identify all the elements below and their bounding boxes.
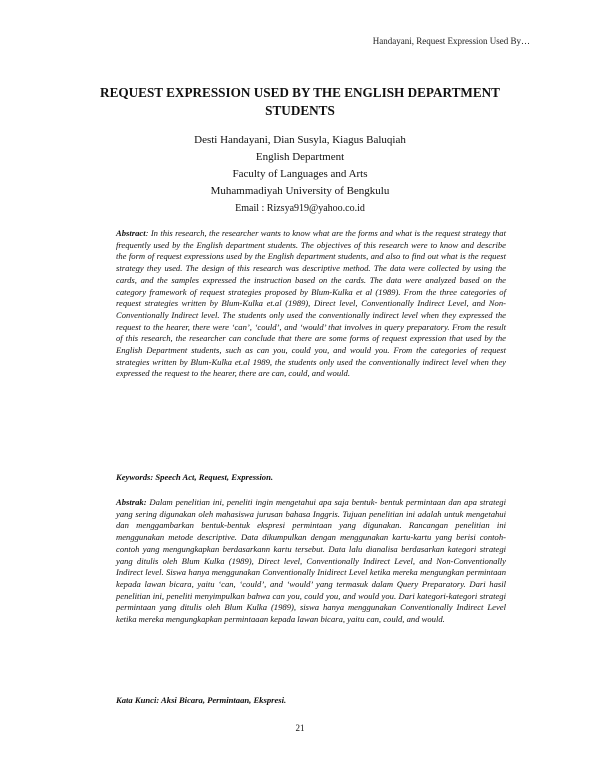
author-email: Email : Rizsya919@yahoo.co.id bbox=[235, 203, 365, 214]
running-header: Handayani, Request Expression Used By… bbox=[372, 36, 530, 46]
paper-title: REQUEST EXPRESSION USED BY THE ENGLISH DEPARTMENT STUDENTS bbox=[100, 85, 500, 118]
abstract-text: : In this research, the researcher wants to know what are the forms and what is the request strategy that frequently used by the English department students. The objectives of this research were to know and describe the form of request expressions used by the English department students, and also to find out what is the request strategy they used. The design of this research was descriptive method. The data were collected by using the cards, and the samples expressed the instruction based on the cards. The data were analyzed based on the category framework of request strategies proposed by Blum-Kulka et al (1989). From the three categories of request strategies written by Blum-Kulka et.al (1989), Direct level, Conventionally Indirect Level, and Non-Conventionally Indirect level. The students only used the conventionally indirect level when they expressed the request to the hearer, there were ‘can’, ‘could’, and ‘would’ that involves in query preparatory. From the result of this research, the researcher can conclude that there are some forms of request expression that used by the English Department students, such as can you, could you, and would you. From the categories of request strategies written by Blum-Kulka et.al 1989, the students only used the conventionally indirect level when they expressed the request to the hearer, there are can, could, and would. bbox=[116, 228, 506, 379]
kata-kunci: Kata Kunci: Aksi Bicara, Permintaan, Ekspresi. bbox=[116, 695, 287, 705]
page-number: 21 bbox=[295, 723, 305, 733]
author-university: Muhammadiyah University of Bengkulu bbox=[210, 185, 390, 197]
author-faculty: Faculty of Languages and Arts bbox=[232, 168, 368, 180]
author-block bbox=[80, 132, 520, 217]
abstract-english bbox=[116, 228, 506, 380]
abstrak-text: Dalam penelitian ini, peneliti ingin mengetahui apa saja bentuk- bentuk permintaan dan apa strategi yang sering digunakan oleh mahasiswa jurusan bahasa Inggris. Tujuan penelitian ini adalah untuk mengetahui dan menggambarkan bentuk-bentuk ekspresi permintaan yang digunakan. Rancangan penelitian ini menggunakan metode descriptive. Data dikumpulkan dengan menggunakan kartu-kartu yang berisi contoh-contoh yang mengungkapkan berdasarkann kartu tersebut. Data lalu dianalisa berdasarkan kategori strategi yang ditulis oleh Blum Kulka (1989), Direct level, Conventionally Indirect Level, and Non-Conventionally Indirect level. Siswa hanya menggunakan Conventionally Inidirect Level ketika mereka mengungkan permintaan kepada lawan bicara, yaitu ‘can, ‘could’, and ‘would’ yang termasuk dalam Query Preparatory. Dari hasil penelitian ini, peneliti menyimpulkan bahwa can you, could you, and would you. Dari kategori-kategori strategi permintaan yang ditulis oleh Blum Kulka (1989), siswa hanya menggunakan Conventionally Indirect Level ketika mereka mengungkapkan permintaaan kepada lawan bicara, yaitu can, could, and would. bbox=[116, 497, 506, 625]
author-department: English Department bbox=[255, 151, 345, 163]
keywords: Keywords: Speech Act, Request, Expression. bbox=[116, 472, 273, 482]
author-names: Desti Handayani, Dian Susyla, Kiagus Baluqiah bbox=[194, 134, 406, 146]
abstract-label: Abstract bbox=[116, 228, 146, 238]
abstract-indonesian bbox=[116, 497, 506, 626]
abstrak-label: Abstrak: bbox=[116, 497, 147, 507]
